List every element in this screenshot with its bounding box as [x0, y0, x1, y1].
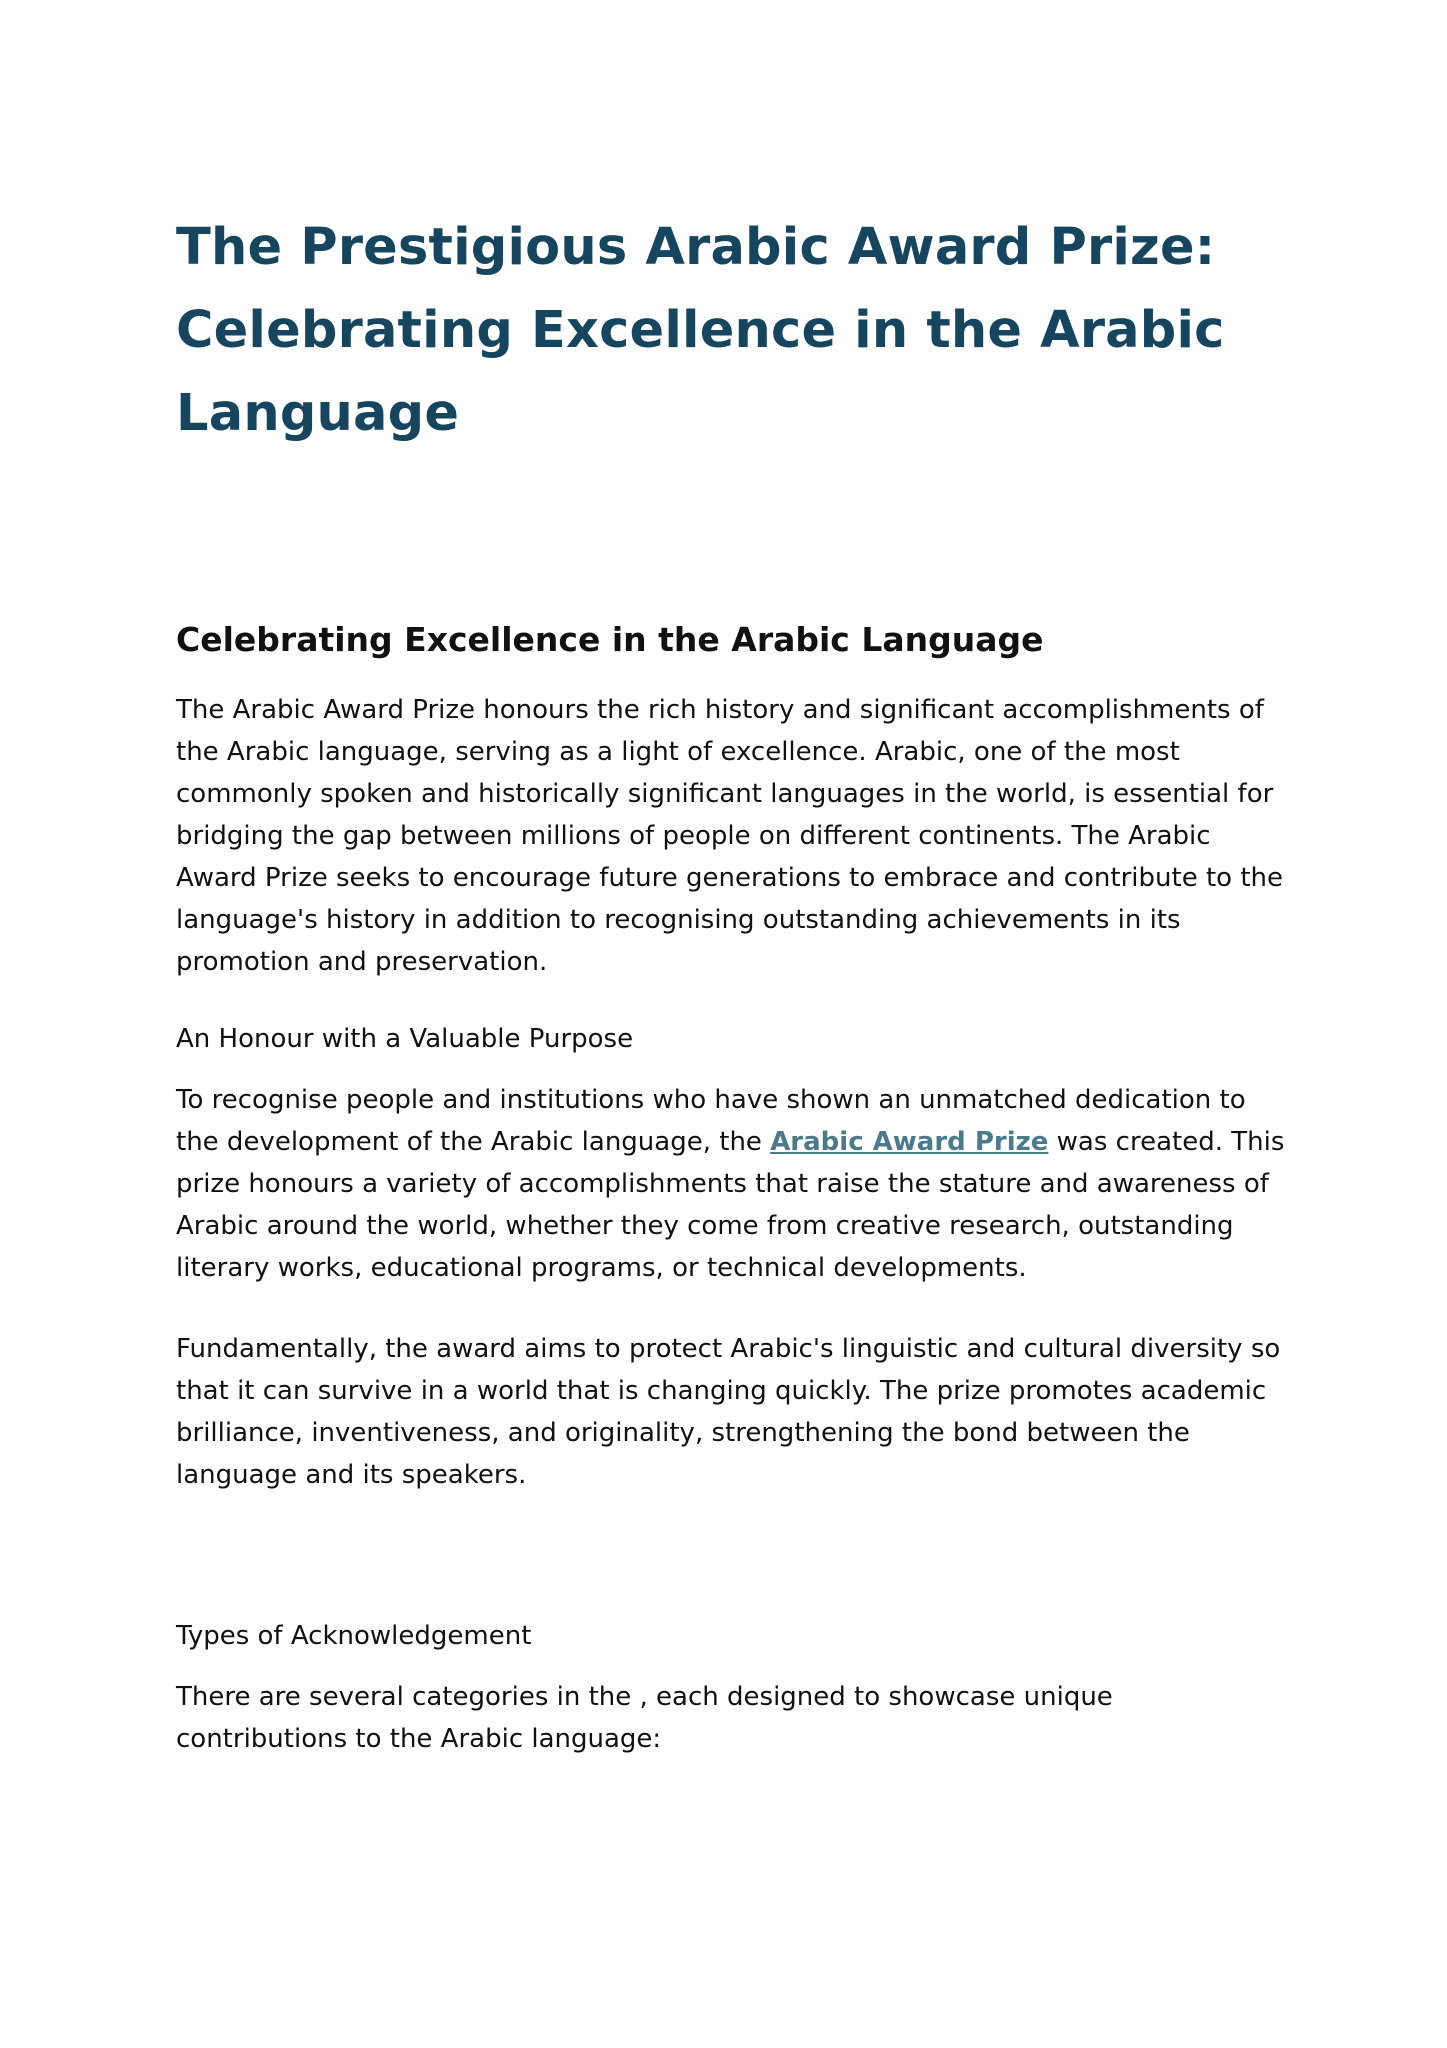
purpose-text-before-link: To recognise people and institutions who have shown an unmatched dedication to the development of the Arabic language, the [176, 1085, 1246, 1157]
intro-paragraph: The Arabic Award Prize honours the rich history and significant accomplishments of the Arabic language, serving as a light of excellence. Arabic, one of the most commonly spoken and historically significant languages in the world, is essential for bridging the gap between millions of people on different continents. The Arabic Award Prize seeks to encourage future generations to embrace and contribute to the language's history in addition to recognising outstanding achievements in its promotion and preservation. [176, 695, 1283, 977]
arabic-award-prize-link[interactable]: Arabic Award Prize [770, 1127, 1049, 1157]
purpose-text-after-link: was created. This prize honours a variety of accomplishments that raise the stature and awareness of Arabic around the world, whether they come from creative research, outstanding literary works, educational programs, or technical developments. [176, 1127, 1285, 1283]
fundamental-paragraph: Fundamentally, the award aims to protect Arabic's linguistic and cultural diversity so that it can survive in a world that is changing quickly. The prize promotes academic brilliance, inventiveness, and originality, strengthening the bond between the language and its speakers. [176, 1334, 1281, 1490]
subheading-purpose: An Honour with a Valuable Purpose [176, 1024, 634, 1054]
types-paragraph: There are several categories in the , each designed to showcase unique contributions to the Arabic language: [176, 1682, 1113, 1754]
section-heading: Celebrating Excellence in the Arabic Language [176, 620, 1044, 659]
document-title: The Prestigious Arabic Award Prize: Celebrating Excellence in the Arabic Language [176, 218, 1225, 443]
document-page [176, 206, 1286, 1754]
subheading-types: Types of Acknowledgement [176, 1621, 532, 1651]
purpose-paragraph [176, 1079, 1286, 1289]
